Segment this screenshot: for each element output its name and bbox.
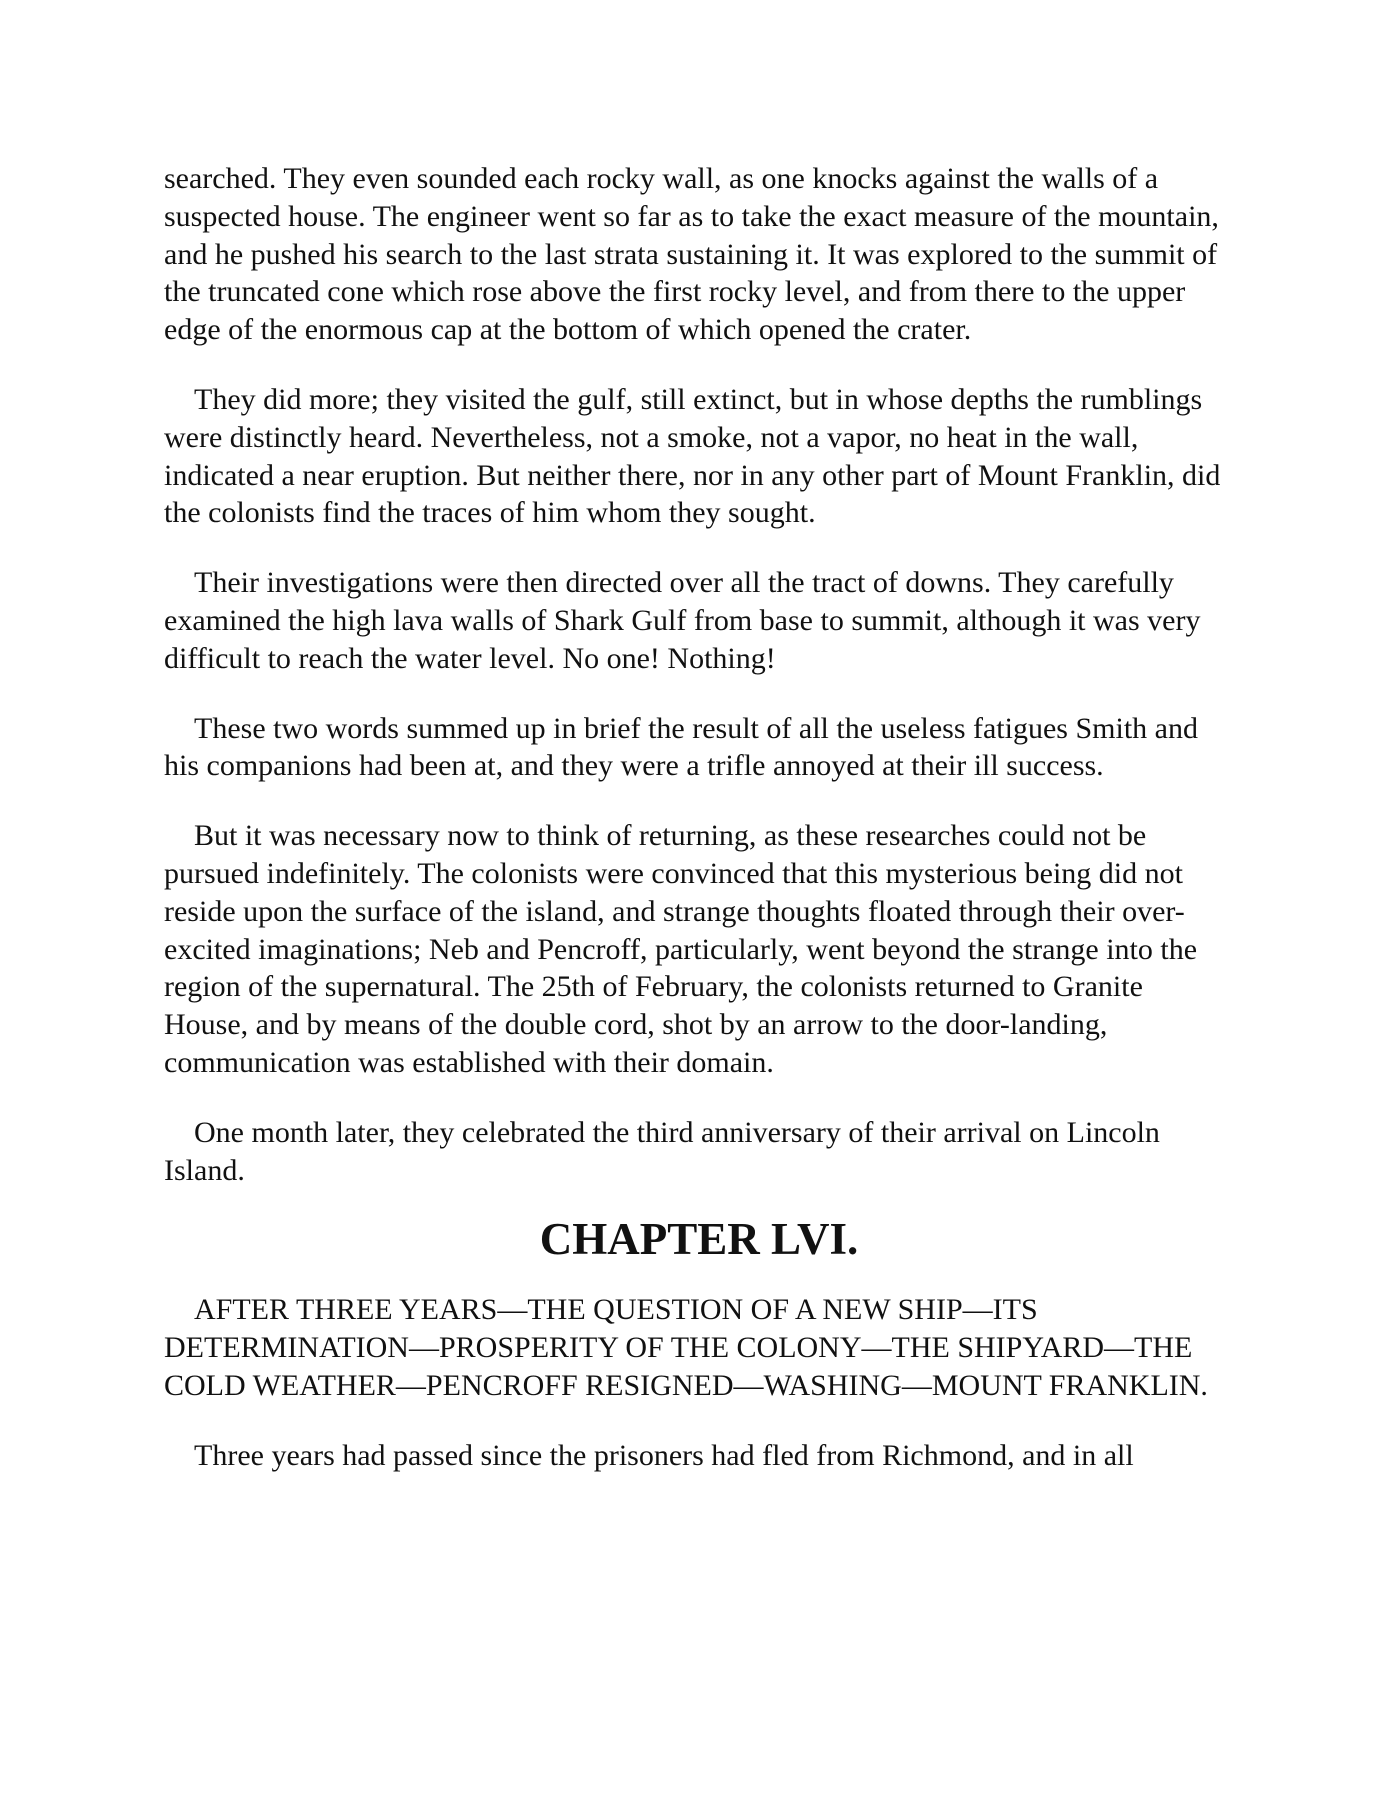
paragraph-5: But it was necessary now to think of returning, as these researches could not be pursued indefinitely. The colonists were convinced that this mysterious being did not reside upon the surface of the island, and strange thoughts floated through their over-excited imaginations; Neb and Pencroff, particularly, went beyond the strange into the region of the supernatural. The 25th of February, the colonists returned to Granite House, and by means of the double cord, shot by an arrow to the door-landing, communication was established with their domain. (164, 819, 1198, 1079)
chapter-summary: AFTER THREE YEARS—THE QUESTION OF A NEW SHIP—ITS DETERMINATION—PROSPERITY OF THE COLONY—THE SHIPYARD—THE COLD WEATHER—PENCROFF RESIGNED—WASHING—MOUNT FRANKLIN. (164, 1293, 1208, 1402)
paragraph-6: One month later, they celebrated the third anniversary of their arrival on Lincoln Island. (164, 1115, 1160, 1187)
paragraph-1: searched. They even sounded each rocky wall, as one knocks against the walls of a suspected house. The engineer went so far as to take the exact measure of the mountain, and he pushed his search to the last strata sustaining it. It was explored to the summit of the truncated cone which rose above the first rocky level, and from there to the upper edge of the enormous cap at the bottom of which opened the crater. (164, 162, 1219, 347)
paragraph-3: Their investigations were then directed over all the tract of downs. They carefully examined the high lava walls of Shark Gulf from base to summit, although it was very difficult to reach the water level. No one! Nothing! (164, 566, 1201, 675)
chapter-title: CHAPTER LVI. (539, 1214, 859, 1265)
paragraph-2: They did more; they visited the gulf, still extinct, but in whose depths the rumblings were distinctly heard. Nevertheless, not a smoke, not a vapor, no heat in the wall, indicated a near eruption. But neither there, nor in any other part of Mount Franklin, did the colonists find the traces of him whom they sought. (164, 382, 1221, 530)
chapter-opening-paragraph: Three years had passed since the prisoners had fled from Richmond, and in all (194, 1438, 1134, 1472)
document-page (164, 160, 1234, 1506)
paragraph-4: These two words summed up in brief the result of all the useless fatigues Smith and his companions had been at, and they were a trifle annoyed at their ill success. (164, 711, 1198, 783)
